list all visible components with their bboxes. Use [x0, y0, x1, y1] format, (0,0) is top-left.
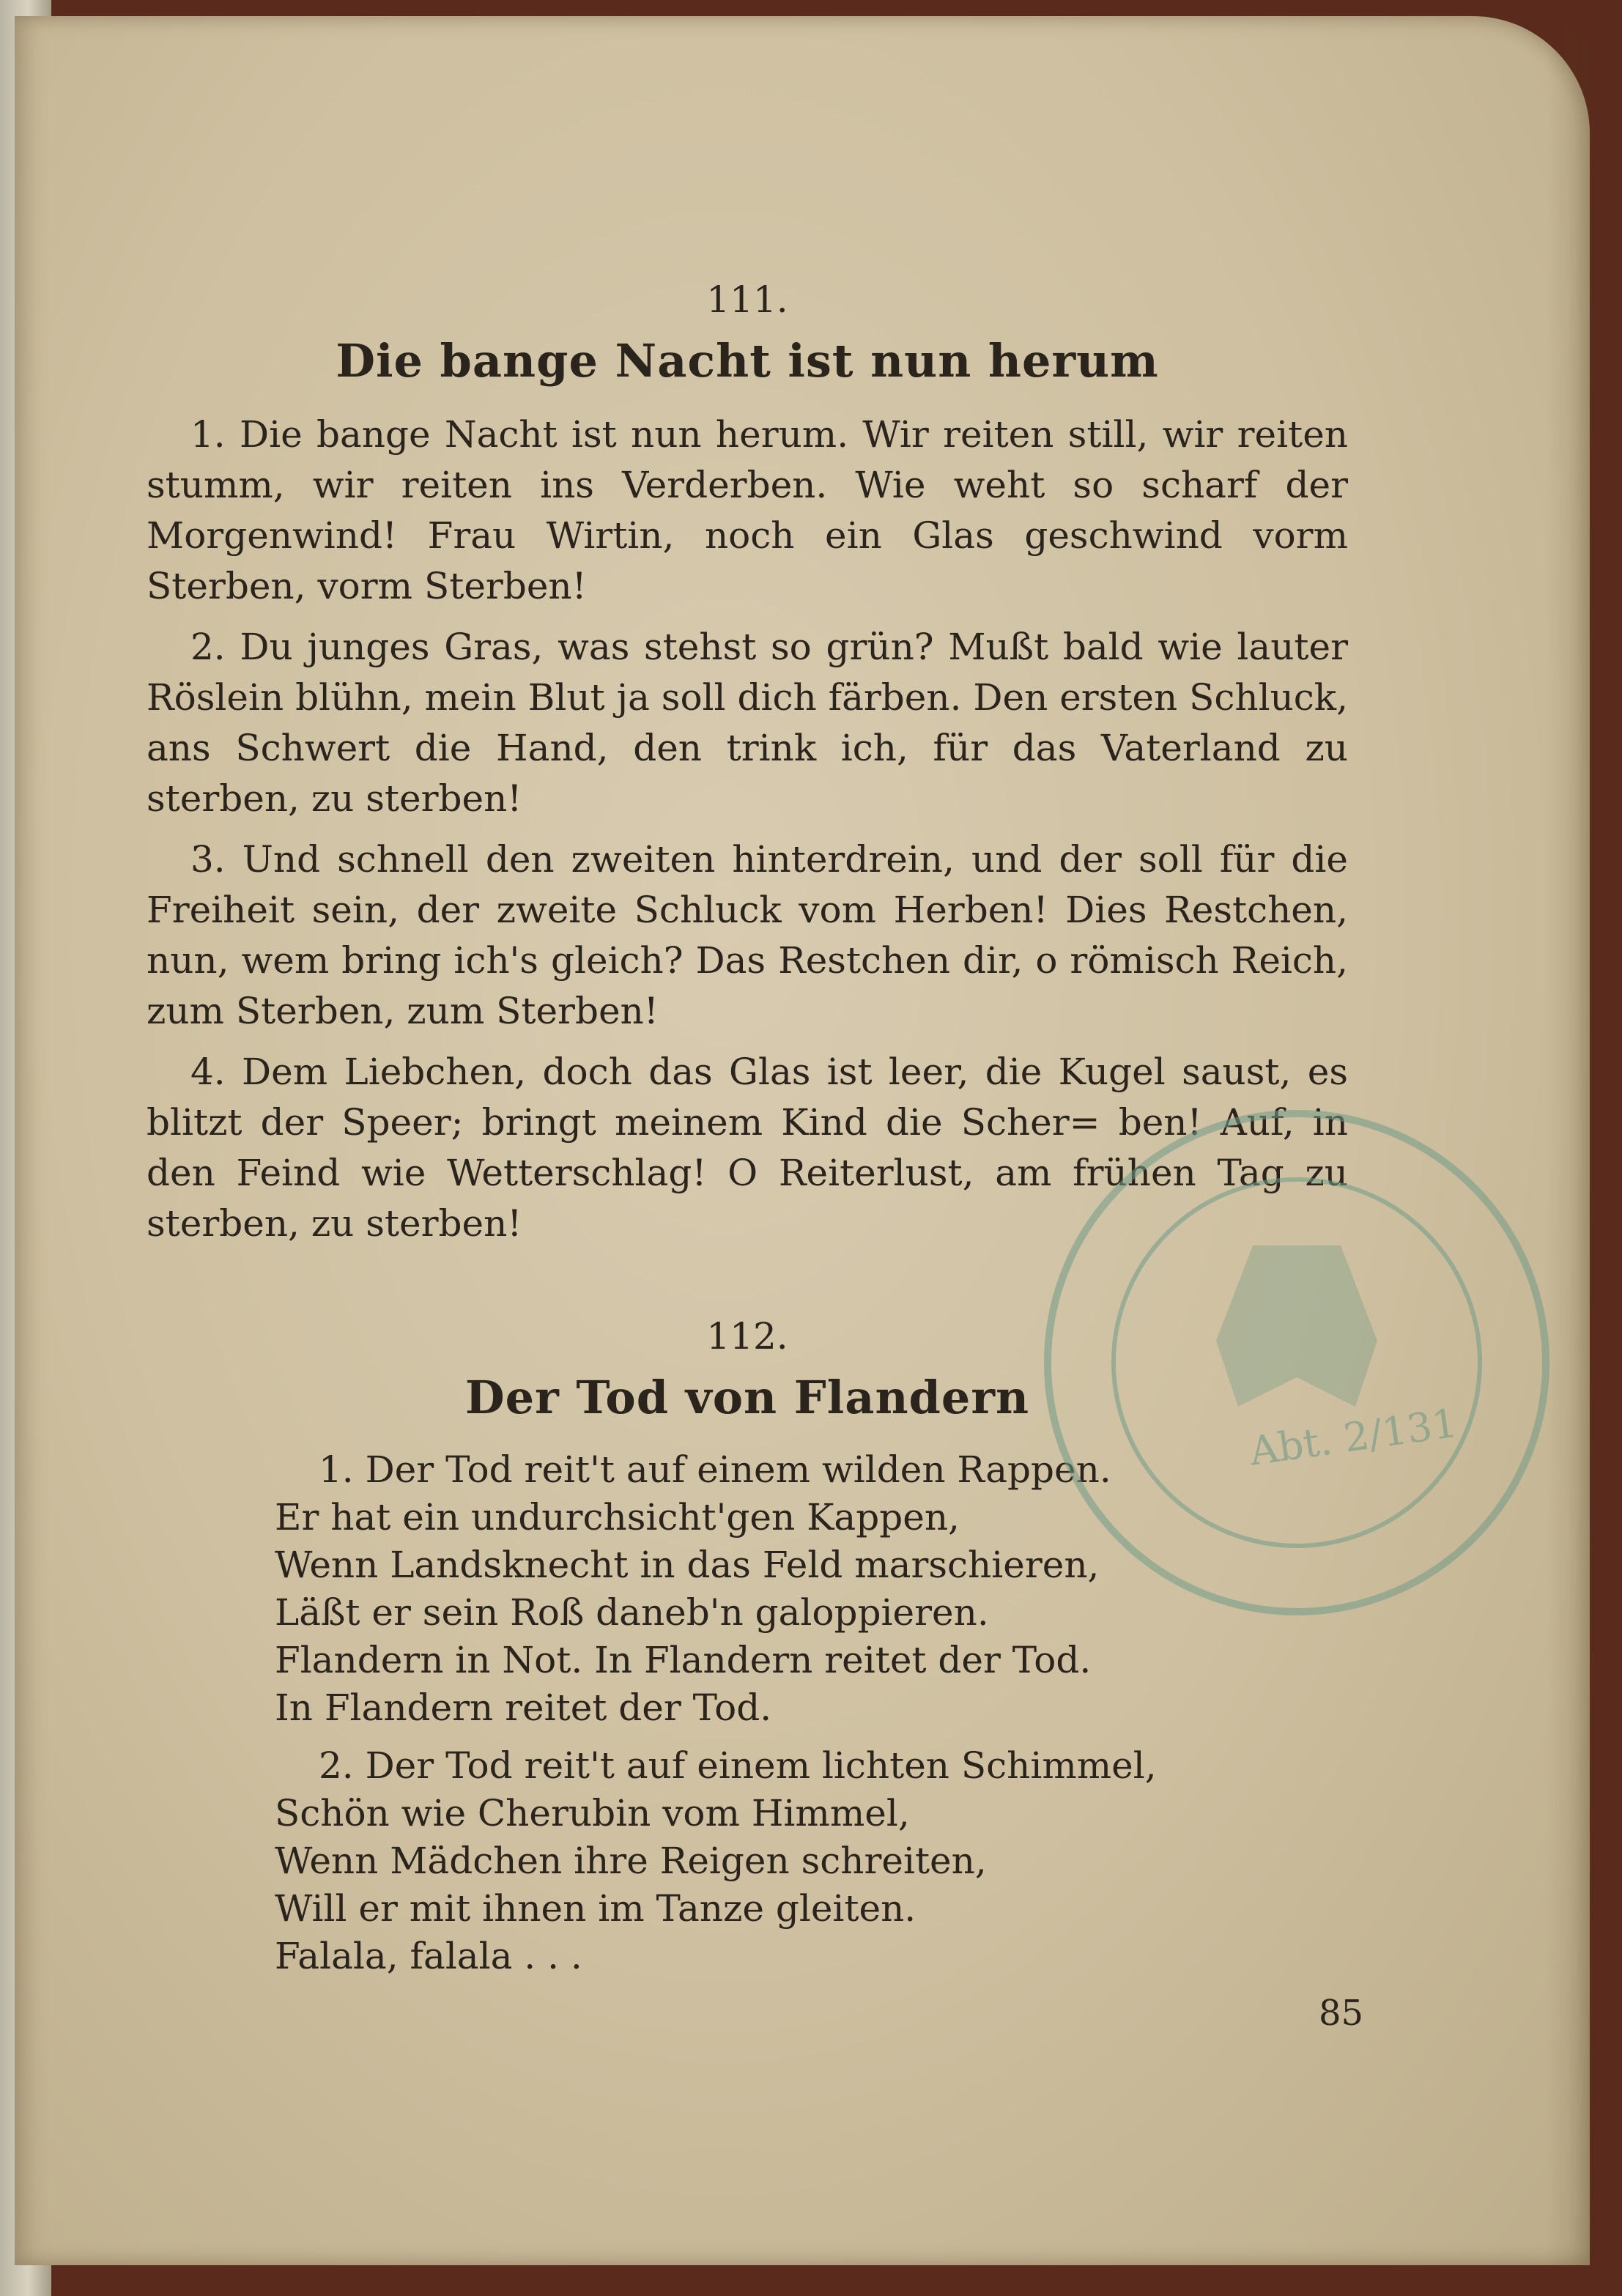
verse: 3. Und schnell den zweiten hinterdrein, und der soll für die Freiheit sein, der zweite Schluck vom Herben! Dies Restchen, nun, wem bring ich's gleich? Das Restchen dir, o römisch Reich, zum Sterben, zum Sterben! — [147, 838, 1348, 1032]
song-title: Der Tod von Flandern — [464, 1371, 1030, 1424]
verse: 2. Du junges Gras, was stehst so grün? Mußt bald wie lauter Röslein blühn, mein Blut ja soll dich färben. Den ersten Schluck, ans Schwert die Hand, den trink ich, für das Vaterland zu sterben, zu sterben! — [147, 626, 1348, 820]
stamp-text: Abt. 2/131 — [1246, 1399, 1461, 1475]
song-number: 111. — [706, 278, 788, 321]
poem-line: Läßt er sein Roß daneb'n galoppieren. — [275, 1591, 989, 1634]
song-112 — [147, 1315, 1348, 1980]
poem-line: Er hat ein undurchsicht'gen Kappen, — [275, 1496, 960, 1538]
poem-line: Flandern in Not. In Flandern reitet der Tod. — [275, 1639, 1092, 1681]
poem-line: 1. Der Tod reit't auf einem wilden Rappen. — [319, 1448, 1111, 1491]
poem-verse — [275, 1446, 1348, 1732]
poem-line: Wenn Landsknecht in das Feld marschieren, — [275, 1544, 1100, 1586]
poem-verse — [275, 1742, 1348, 1980]
poem — [147, 1446, 1348, 1980]
verse: 4. Dem Liebchen, doch das Glas ist leer, die Kugel saust, es blitzt der Speer; bringt meinem Kind die Scher= ben! Auf, in den Feind wie Wetterschlag! O Reiterlust, am frühen Tag zu sterben, zu sterben! — [147, 1051, 1348, 1245]
song-111 — [147, 278, 1348, 1249]
poem-line: Schön wie Cherubin vom Himmel, — [275, 1792, 910, 1834]
page-edge — [1546, 16, 1590, 2265]
song-title: Die bange Nacht ist nun herum — [336, 334, 1159, 388]
poem-line: Falala, falala . . . — [275, 1935, 582, 1977]
page-content — [147, 278, 1348, 1991]
poem-line: Wenn Mädchen ihre Reigen schreiten, — [275, 1840, 987, 1882]
poem-line: 2. Der Tod reit't auf einem lichten Schimmel, — [319, 1744, 1157, 1787]
page-number: 85 — [1319, 1993, 1364, 2034]
poem-line: Will er mit ihnen im Tanze gleiten. — [275, 1887, 916, 1930]
poem-line: In Flandern reitet der Tod. — [275, 1686, 772, 1729]
song-number: 112. — [706, 1315, 788, 1358]
verse: 1. Die bange Nacht ist nun herum. Wir reiten still, wir reiten stumm, wir reiten ins Verderben. Wie weht so scharf der Morgenwind! Frau Wirtin, noch ein Glas geschwind vorm Sterben, vorm Sterben! — [147, 413, 1348, 607]
